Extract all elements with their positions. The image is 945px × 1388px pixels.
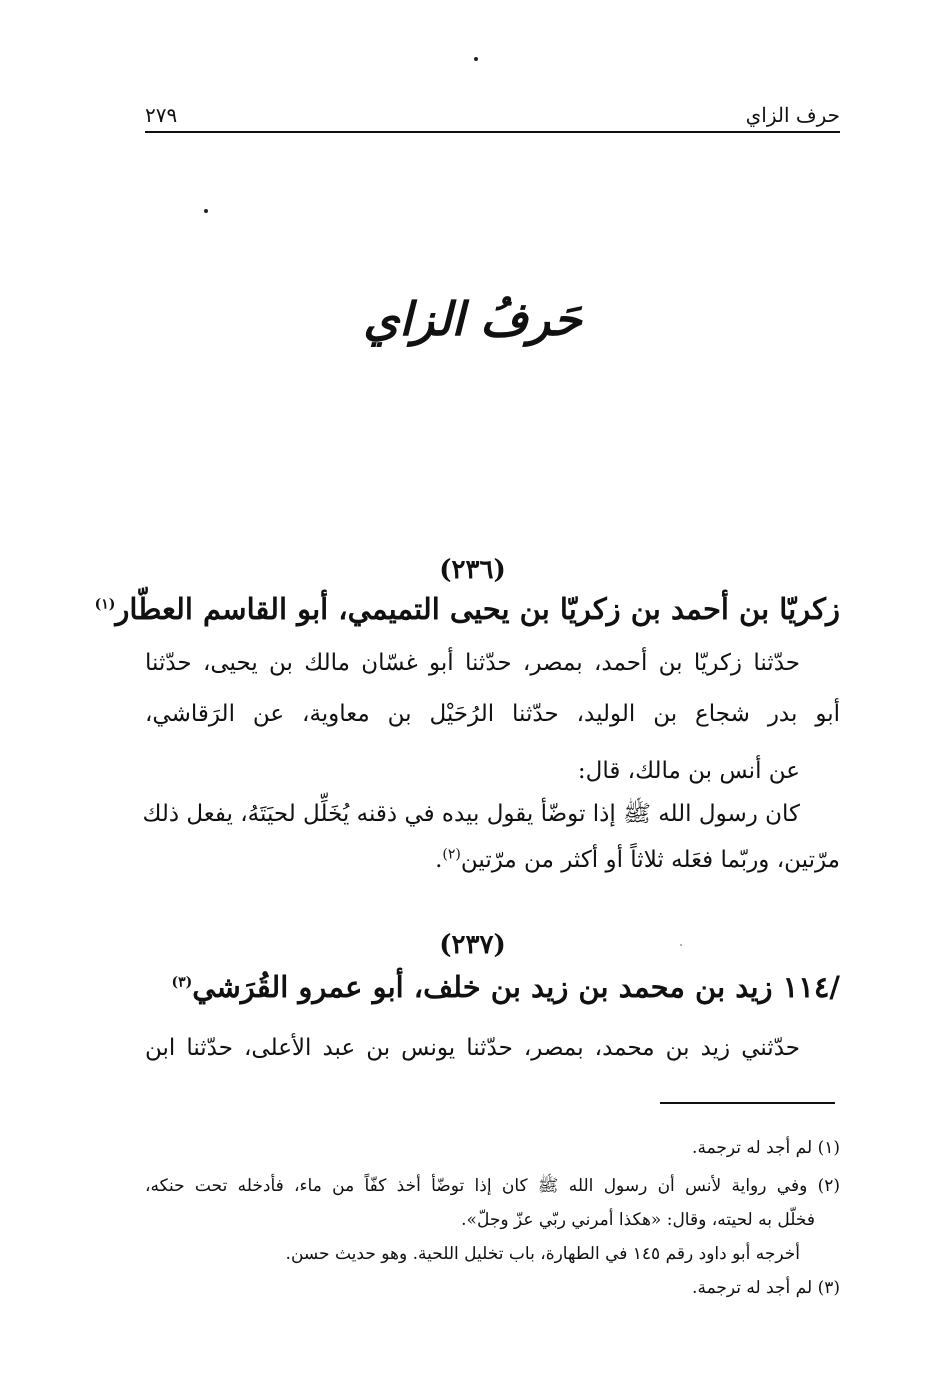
text-line: كان رسول الله ﷺ إذا توضّأ يقول بيده في ذقنه يُخَلِّل لحيَتَهُ، يفعل ذلك (142, 801, 800, 827)
text-segment: . (435, 847, 443, 873)
entry-number: (٢٣٦) (439, 555, 506, 585)
text-line: أبو بدر شجاع بن الوليد، حدّثنا الرُحَيْل بن معاوية، عن الرَقاشي، (145, 701, 840, 727)
text-line (145, 847, 840, 873)
footnote: فخلّل به لحيته، وقال: «هكذا أمرني ربّي عزّ وجلّ». (461, 1210, 815, 1230)
text-line: حدّثني زيد بن محمد، بمصر، حدّثنا يونس بن عبد الأعلى، حدّثنا ابن (145, 1035, 800, 1061)
footnote: (١) لم أجد له ترجمة. (692, 1138, 840, 1158)
text-segment: مرّتين، وربّما فعَله ثلاثاً أو أكثر من مرّتين (460, 847, 840, 873)
entry-title (94, 592, 840, 626)
page-number: ٢٧٩ (145, 103, 178, 127)
entry-title-text: زكريّا بن أحمد بن زكريّا بن يحيى التميمي، أبو القاسم العطّار (115, 592, 840, 626)
footnote-ref: (٢) (442, 846, 461, 863)
footnote-ref: (١) (94, 596, 116, 613)
footnote: (٢) وفي رواية لأنس أن رسول الله ﷺ كان إذا توضّأ أخذ كفّاً من ماء، فأدخله تحت حنكه، (145, 1176, 840, 1196)
header-rule (145, 131, 840, 133)
footnote-ref: (٣) (171, 974, 193, 991)
footnote: (٣) لم أجد له ترجمة. (692, 1278, 840, 1298)
entry-title-text: زيد بن محمد بن زيد بن خلف، أبو عمرو القُرَشي (192, 970, 773, 1004)
ink-dot (474, 57, 478, 61)
footnote-rule (660, 1102, 835, 1104)
entry-number: (٢٣٧) (439, 930, 506, 960)
folio-marker: /١١٤ (782, 970, 840, 1004)
running-title: حرف الزاي (745, 103, 840, 127)
running-header (145, 100, 840, 130)
ink-dot (204, 209, 208, 213)
chapter-title: حَرفُ الزاي (363, 292, 582, 346)
entry-title (145, 970, 840, 1004)
text-line: حدّثنا زكريّا بن أحمد، بمصر، حدّثنا أبو غسّان مالك بن يحيى، حدّثنا (145, 650, 800, 676)
footnote: أخرجه أبو داود رقم ١٤٥ في الطهارة، باب تخليل اللحية. وهو حديث حسن. (285, 1244, 800, 1264)
text-line: عن أنس بن مالك، قال: (577, 758, 800, 784)
